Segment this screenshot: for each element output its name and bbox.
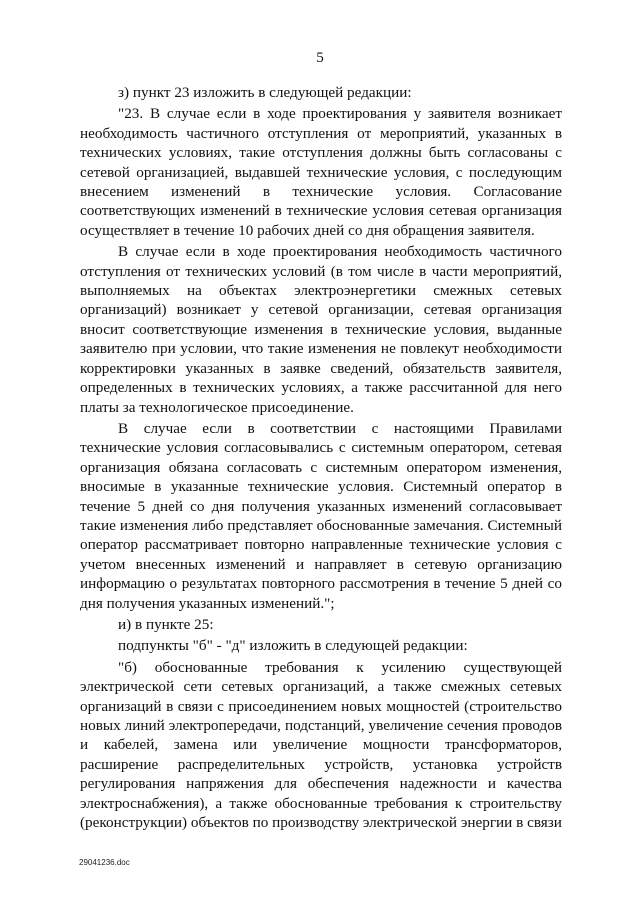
paragraph-amendment-i: и) в пункте 25: bbox=[118, 615, 214, 633]
footer-filename: 29041236.doc bbox=[79, 858, 130, 867]
document-body bbox=[80, 83, 562, 832]
paragraph-amendment-z: з) пункт 23 изложить в следующей редакции: bbox=[118, 84, 412, 101]
paragraph-subitem-b: "б) обоснованные требования к усилению существующей электрической сети сетевых организаций, а также смежных сетевых организаций в связи с присоединением новых мощностей (строительство новых линий электропередачи, подстанций, увеличение сечения проводов и кабелей, замена или увеличение мощности трансформаторов, расширение распределительных устройств, установка устройств регулирования напряжения для обеспечения надежности и качества электроснабжения), а также обоснованные требования к строительству (реконструкции) объектов по производству электрической энергии в связи bbox=[80, 658, 562, 832]
page-number: 5 bbox=[316, 50, 324, 66]
paragraph-item-23: "23. В случае если в ходе проектирования у заявителя возникает необходимость частичного отступления от мероприятий, указанных в технических условиях, такие отступления должны быть согласованы с сетевой организацией, выдавшей технические условия, с последующим внесением изменений в технические условия. Согласование соответствующих изменений в технические условия сетевая организация осуществляет в течение 10 рабочих дней со дня обращения заявителя. bbox=[80, 105, 562, 239]
paragraph-network-deviation: В случае если в ходе проектирования необходимость частичного отступления от технических условий (в том числе в части мероприятий, выполняемых на объектах электроэнергетики смежных сетевых организаций) возникает у сетевой организации, сетевая организация вносит соответствующие изменения в технические условия, выданные заявителю при условии, что такие изменения не повлекут необходимости корректировки указанных в заявке сведений, обязательств заявителя, определенных в технических условиях, а также рассчитанной для него платы за технологическое присоединение. bbox=[80, 243, 562, 416]
paragraph-subitems-intro: подпункты "б" - "д" изложить в следующей редакции: bbox=[118, 637, 468, 655]
paragraph-system-operator: В случае если в соответствии с настоящими Правилами технические условия согласовывались с системным оператором, сетевая организация обязана согласовать с системным оператором изменения, вносимые в указанные технические условия. Системный оператор в течение 5 дней со дня получения указанных изменений согласовывает такие изменения либо представляет обоснованные замечания. Системный оператор рассматривает повторно направленные технические условия с учетом внесенных изменений и направляет в сетевую организацию информацию о результатах повторного рассмотрения в течение 5 дней со дня получения указанных изменений."; bbox=[80, 419, 562, 612]
